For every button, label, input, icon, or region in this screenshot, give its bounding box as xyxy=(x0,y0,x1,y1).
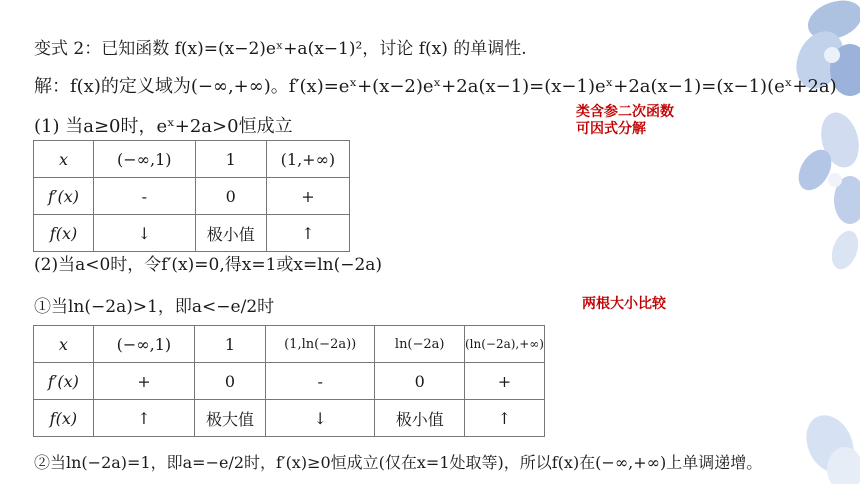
table-cell: 极小值 xyxy=(375,400,464,437)
table-case-2a xyxy=(33,325,545,437)
table-cell: x xyxy=(34,141,94,178)
table-cell: ↓ xyxy=(265,400,375,437)
table-cell: f′(x) xyxy=(34,363,94,400)
table-cell: f(x) xyxy=(34,400,94,437)
table-cell: (−∞,1) xyxy=(94,141,196,178)
case-2-sub-2: ②当ln(−2a)=1，即a=−e/2时，f′(x)≥0恒成立(仅在x=1处取等)，所以f(x)在(−∞,+∞)上单调递增。 xyxy=(34,453,763,472)
table-cell: f(x) xyxy=(34,215,94,252)
table-cell: 0 xyxy=(375,363,464,400)
table-cell: 0 xyxy=(195,363,266,400)
table-row xyxy=(34,141,350,178)
table-cell: (ln(−2a),+∞) xyxy=(464,326,544,363)
note-line-1: 类含参二次函数 xyxy=(576,103,674,119)
table-cell: ↓ xyxy=(94,215,196,252)
table-cell: - xyxy=(265,363,375,400)
table-row xyxy=(34,326,545,363)
table-cell: 极大值 xyxy=(195,400,266,437)
table-cell: ↑ xyxy=(93,400,194,437)
table-row xyxy=(34,363,545,400)
table-cell: (1,+∞) xyxy=(266,141,349,178)
flower-decoration-bottom xyxy=(770,384,860,484)
table-cell: + xyxy=(464,363,544,400)
table-cell: f′(x) xyxy=(34,178,94,215)
note-factorable xyxy=(576,103,674,137)
case-2-sub-1: ①当ln(−2a)>1，即a<−e/2时 xyxy=(34,297,275,317)
solution-derivative: 解：f(x)的定义域为(−∞,+∞)。f′(x)=eˣ+(x−2)eˣ+2a(x−1)=(x−1)eˣ+2a(x−1)=(x−1)(eˣ+2a) xyxy=(34,76,837,97)
table-row xyxy=(34,178,350,215)
table-cell: + xyxy=(266,178,349,215)
table-cell: ↑ xyxy=(464,400,544,437)
problem-statement: 变式 2：已知函数 f(x)=(x−2)eˣ+a(x−1)²，讨论 f(x) 的单调性. xyxy=(34,39,527,59)
table-row xyxy=(34,400,545,437)
case-2-heading: (2)当a<0时，令f′(x)=0,得x=1或x=ln(−2a) xyxy=(34,255,383,275)
table-cell: ln(−2a) xyxy=(375,326,464,363)
table-row xyxy=(34,215,350,252)
table-cell: + xyxy=(93,363,194,400)
table-cell: ↑ xyxy=(266,215,349,252)
note-compare-roots: 两根大小比较 xyxy=(582,295,666,311)
table-cell: x xyxy=(34,326,94,363)
flower-decoration-top xyxy=(740,0,860,300)
table-cell: (−∞,1) xyxy=(93,326,194,363)
table-cell: (1,ln(−2a)) xyxy=(265,326,375,363)
table-cell: 极小值 xyxy=(195,215,266,252)
table-cell: 0 xyxy=(195,178,266,215)
table-cell: 1 xyxy=(195,141,266,178)
case-1-heading: (1) 当a≥0时，eˣ+2a>0恒成立 xyxy=(34,116,293,137)
table-case-1 xyxy=(33,140,350,252)
table-cell: - xyxy=(94,178,196,215)
note-line-2: 可因式分解 xyxy=(576,120,646,136)
table-cell: 1 xyxy=(195,326,266,363)
